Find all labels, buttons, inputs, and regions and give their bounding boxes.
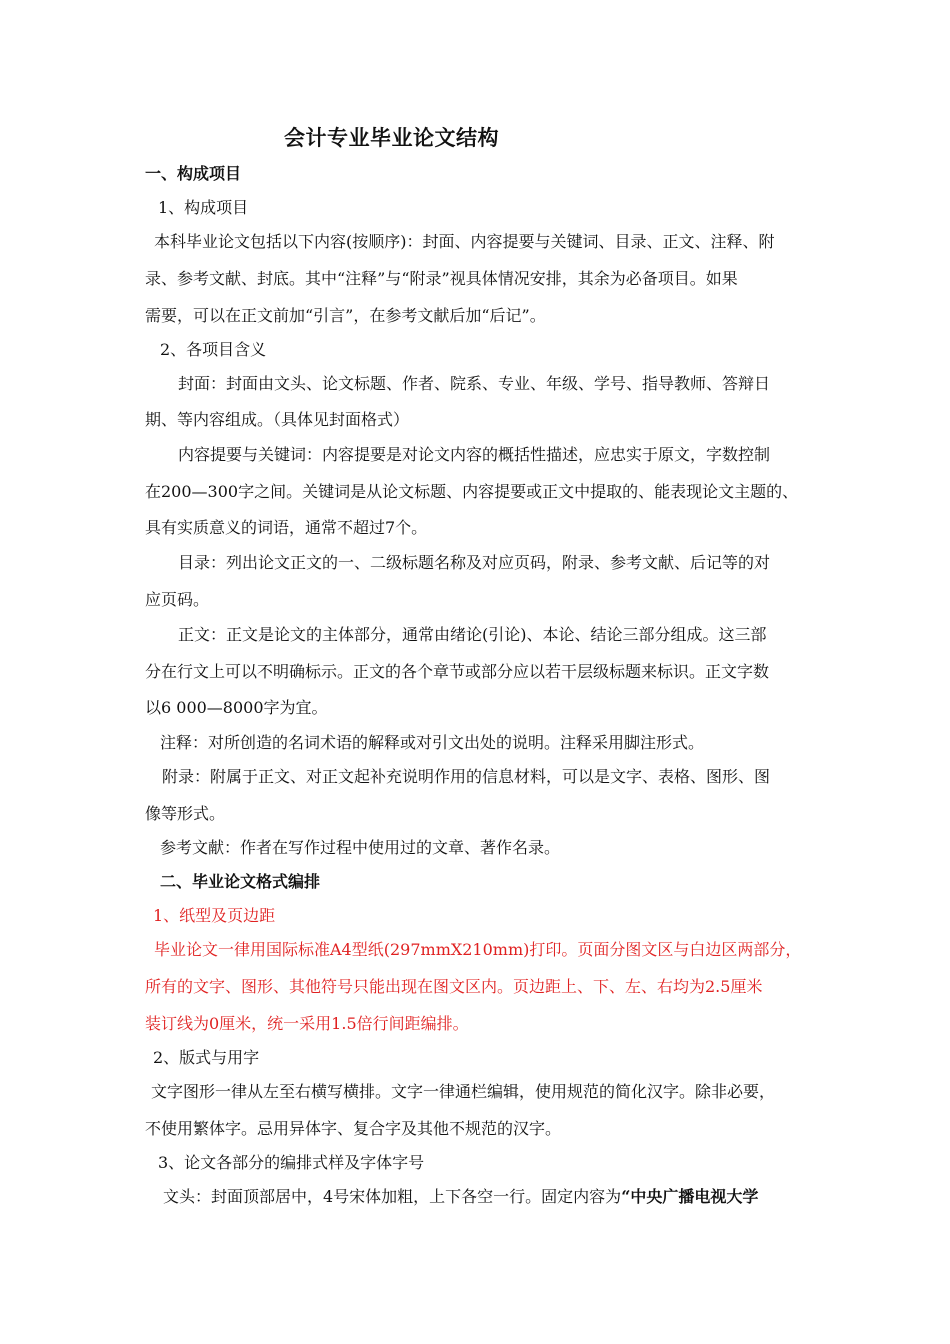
paragraph-line: 正文：正文是论文的主体部分，通常由绪论(引论)、本论、结论三部分组成。这三部: [178, 625, 767, 644]
paragraph-line: 分在行文上可以不明确标示。正文的各个章节或部分应以若干层级标题来标识。正文字数: [145, 662, 770, 681]
subheading-composition-items: 1、构成项目: [158, 198, 249, 217]
paragraph-line-highlight: 所有的文字、图形、其他符号只能出现在图文区内。页边距上、下、左、右均为2.5厘米: [145, 977, 763, 996]
paragraph-line: 文字图形一律从左至右横写横排。文字一律通栏编辑，使用规范的简化汉字。除非必要，: [151, 1082, 776, 1101]
subheading-paper-margins: 1、纸型及页边距: [153, 906, 276, 925]
document-title: 会计专业毕业论文结构: [284, 125, 499, 150]
paragraph-line: 参考文献：作者在写作过程中使用过的文章、著作名录。: [160, 838, 561, 857]
section-heading-composition: 一、构成项目: [145, 164, 242, 183]
paragraph-line: 期、等内容组成。（具体见封面格式）: [145, 410, 410, 429]
section-heading-format: 二、毕业论文格式编排: [160, 872, 321, 891]
paragraph-line: 具有实质意义的词语，通常不超过7个。: [145, 518, 428, 537]
paragraph-line: 像等形式。: [145, 804, 226, 823]
paragraph-line-highlight: 装订线为0厘米，统一采用1.5倍行间距编排。: [145, 1014, 469, 1033]
paragraph-line: 需要，可以在正文前加“引言”，在参考文献后加“后记”。: [145, 306, 546, 325]
paragraph-line: 注释：对所创造的名词术语的解释或对引文出处的说明。注释采用脚注形式。: [160, 733, 705, 752]
subheading-layout-characters: 2、版式与用字: [153, 1048, 260, 1067]
fixed-content-bold: “中央广播电视大学: [621, 1187, 759, 1206]
paragraph-line: 不使用繁体字。忌用异体字、复合字及其他不规范的汉字。: [145, 1119, 562, 1138]
paragraph-line: [163, 1186, 758, 1208]
paragraph-line-highlight: 毕业论文一律用国际标准A4型纸(297mmX210mm)打印。页面分图文区与白边区两部分，: [154, 940, 802, 959]
subheading-section-styles: 3、论文各部分的编排式样及字体字号: [158, 1153, 425, 1172]
paragraph-line: 附录：附属于正文、对正文起补充说明作用的信息材料，可以是文字、表格、图形、图: [162, 767, 771, 786]
paragraph-line: 应页码。: [145, 590, 210, 609]
paragraph-line: 封面：封面由文头、论文标题、作者、院系、专业、年级、学号、指导教师、答辩日: [178, 374, 771, 393]
paragraph-line: 在200—300字之间。关键词是从论文标题、内容提要或正文中提取的、能表现论文主题的、: [145, 482, 799, 501]
paragraph-line: 目录：列出论文正文的一、二级标题名称及对应页码，附录、参考文献、后记等的对: [178, 553, 771, 572]
paragraph-line: 以6 000—8000字为宜。: [145, 698, 328, 717]
header-rule-text: 文头：封面顶部居中，4号宋体加粗，上下各空一行。固定内容为: [163, 1187, 622, 1206]
paragraph-line: 内容提要与关键词：内容提要是对论文内容的概括性描述，应忠实于原文，字数控制: [178, 445, 771, 464]
paragraph-line: 录、参考文献、封底。其中“注释”与“附录”视具体情况安排，其余为必备项目。如果: [145, 269, 738, 288]
subheading-item-meanings: 2、各项目含义: [160, 340, 267, 359]
paragraph-line: 本科毕业论文包括以下内容(按顺序)：封面、内容提要与关键词、目录、正文、注释、附: [154, 232, 775, 251]
